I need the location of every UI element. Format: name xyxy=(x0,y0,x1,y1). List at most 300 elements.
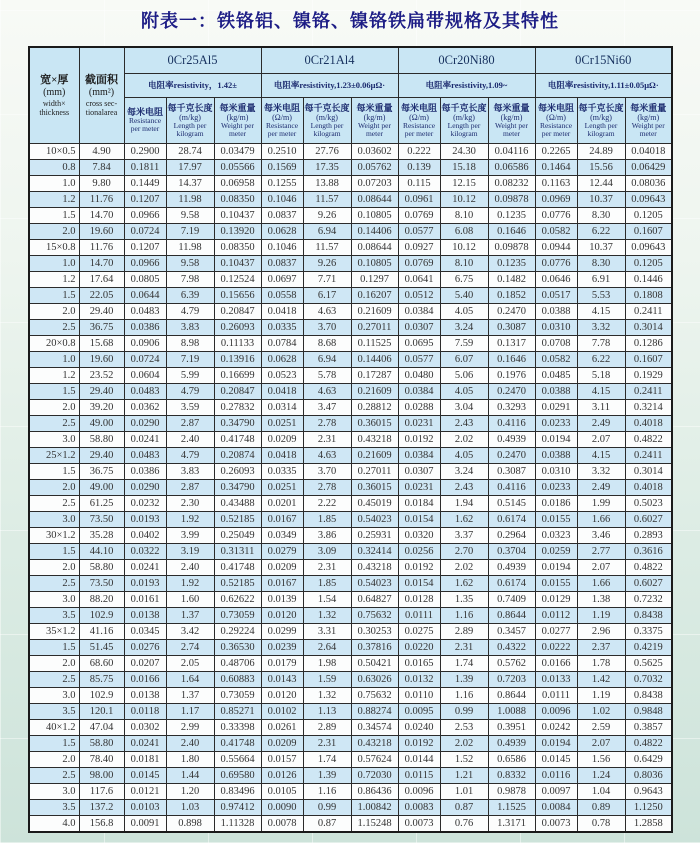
value-cell: 0.06586 xyxy=(488,159,535,175)
value-cell: 0.0277 xyxy=(535,623,577,639)
table-row xyxy=(29,207,672,223)
value-cell: 8.30 xyxy=(577,207,625,223)
table-row xyxy=(29,527,672,543)
area-cell: 61.25 xyxy=(79,495,124,511)
size-cell: 1.5 xyxy=(29,383,79,399)
value-cell: 0.0322 xyxy=(124,543,166,559)
value-cell: 2.64 xyxy=(303,639,351,655)
value-cell: 3.70 xyxy=(303,319,351,335)
value-cell: 0.0256 xyxy=(398,543,440,559)
area-header-unit: (mm²) xyxy=(88,86,115,98)
value-cell: 10.37 xyxy=(577,239,625,255)
value-cell: 1.3171 xyxy=(488,815,535,832)
value-cell: 3.19 xyxy=(166,543,214,559)
value-cell: 9.26 xyxy=(303,207,351,223)
value-cell: 1.39 xyxy=(440,671,488,687)
area-cell: 51.45 xyxy=(79,639,124,655)
value-cell: 0.1235 xyxy=(488,207,535,223)
value-cell: 0.0261 xyxy=(261,719,303,735)
value-cell: 2.31 xyxy=(440,639,488,655)
size-cell: 2.0 xyxy=(29,559,79,575)
value-cell: 0.2470 xyxy=(488,447,535,463)
size-cell: 1.5 xyxy=(29,287,79,303)
value-cell: 8.10 xyxy=(440,207,488,223)
value-cell: 0.0291 xyxy=(535,399,577,415)
area-cell: 29.40 xyxy=(79,383,124,399)
area-cell: 156.8 xyxy=(79,815,124,832)
value-cell: 0.63026 xyxy=(351,671,398,687)
value-cell: 0.0121 xyxy=(124,783,166,799)
value-cell: 0.54023 xyxy=(351,575,398,591)
value-cell: 0.69580 xyxy=(214,767,261,783)
value-cell: 0.0096 xyxy=(398,783,440,799)
value-cell: 0.1607 xyxy=(625,223,672,239)
size-cell: 2.0 xyxy=(29,399,79,415)
value-cell: 0.3457 xyxy=(488,623,535,639)
size-cell: 2.5 xyxy=(29,575,79,591)
value-cell: 0.0145 xyxy=(535,751,577,767)
value-cell: 2.40 xyxy=(166,431,214,447)
value-cell: 3.59 xyxy=(166,399,214,415)
value-cell: 0.0302 xyxy=(124,719,166,735)
value-cell: 3.83 xyxy=(166,319,214,335)
size-cell: 2.0 xyxy=(29,223,79,239)
value-cell: 3.42 xyxy=(166,623,214,639)
value-cell: 0.4219 xyxy=(625,639,672,655)
value-cell: 0.0628 xyxy=(261,223,303,239)
value-cell: 2.02 xyxy=(440,559,488,575)
value-cell: 0.2893 xyxy=(625,527,672,543)
value-cell: 0.0384 xyxy=(398,383,440,399)
value-cell: 0.0112 xyxy=(535,607,577,623)
value-cell: 0.26093 xyxy=(214,463,261,479)
value-cell: 0.0120 xyxy=(261,687,303,703)
value-cell: 0.0512 xyxy=(398,287,440,303)
value-cell: 0.0186 xyxy=(535,495,577,511)
value-cell: 0.0288 xyxy=(398,399,440,415)
value-cell: 0.0402 xyxy=(124,527,166,543)
value-cell: 7.71 xyxy=(303,271,351,287)
value-cell: 0.0708 xyxy=(535,335,577,351)
value-cell: 0.14406 xyxy=(351,351,398,367)
value-cell: 0.0209 xyxy=(261,559,303,575)
value-cell: 0.0110 xyxy=(398,687,440,703)
area-cell: 17.64 xyxy=(79,271,124,287)
area-cell: 11.76 xyxy=(79,239,124,255)
value-cell: 6.94 xyxy=(303,223,351,239)
area-cell: 68.60 xyxy=(79,655,124,671)
area-cell: 36.75 xyxy=(79,319,124,335)
value-cell: 1.11328 xyxy=(214,815,261,832)
table-row xyxy=(29,239,672,255)
value-cell: 0.4822 xyxy=(625,735,672,751)
value-cell: 0.0290 xyxy=(124,415,166,431)
value-cell: 0.0144 xyxy=(398,751,440,767)
value-cell: 0.0239 xyxy=(261,639,303,655)
value-cell: 2.37 xyxy=(577,639,625,655)
value-cell: 0.0161 xyxy=(124,591,166,607)
resistivity-label: 电阻率resistivity,1.23±0.06μΩ· xyxy=(261,73,398,97)
value-cell: 15.18 xyxy=(440,159,488,175)
value-cell: 0.3293 xyxy=(488,399,535,415)
value-cell: 0.1976 xyxy=(488,367,535,383)
area-cell: 49.00 xyxy=(79,415,124,431)
value-cell: 0.0241 xyxy=(124,559,166,575)
value-cell: 0.88274 xyxy=(351,703,398,719)
value-cell: 0.08350 xyxy=(214,239,261,255)
value-cell: 0.898 xyxy=(166,815,214,832)
value-cell: 0.1205 xyxy=(625,255,672,271)
value-cell: 0.1317 xyxy=(488,335,535,351)
area-cell: 73.50 xyxy=(79,575,124,591)
size-cell: 2.5 xyxy=(29,671,79,687)
size-cell: 4.0 xyxy=(29,815,79,832)
value-cell: 3.32 xyxy=(577,463,625,479)
value-cell: 9.58 xyxy=(166,207,214,223)
value-cell: 0.4116 xyxy=(488,415,535,431)
value-cell: 4.15 xyxy=(577,447,625,463)
value-cell: 0.1446 xyxy=(625,271,672,287)
value-cell: 0.0966 xyxy=(124,207,166,223)
value-cell: 24.30 xyxy=(440,143,488,159)
value-cell: 0.0310 xyxy=(535,463,577,479)
value-cell: 0.0167 xyxy=(261,511,303,527)
value-cell: 0.97412 xyxy=(214,799,261,815)
sub-column-header: 每千克长度 (m/kg) Length per kilogram xyxy=(166,97,214,143)
table-row xyxy=(29,639,672,655)
area-cell: 41.16 xyxy=(79,623,124,639)
value-cell: 0.13916 xyxy=(214,351,261,367)
value-cell: 0.0091 xyxy=(124,815,166,832)
value-cell: 1.37 xyxy=(166,607,214,623)
value-cell: 3.04 xyxy=(440,399,488,415)
value-cell: 0.14406 xyxy=(351,223,398,239)
area-cell: 15.68 xyxy=(79,335,124,351)
value-cell: 0.1646 xyxy=(488,223,535,239)
value-cell: 0.52185 xyxy=(214,511,261,527)
value-cell: 0.0251 xyxy=(261,415,303,431)
value-cell: 0.0349 xyxy=(261,527,303,543)
value-cell: 0.0194 xyxy=(535,559,577,575)
value-cell: 0.2470 xyxy=(488,383,535,399)
value-cell: 0.32414 xyxy=(351,543,398,559)
value-cell: 0.34790 xyxy=(214,479,261,495)
value-cell: 0.57624 xyxy=(351,751,398,767)
area-header-cn: 截面积 xyxy=(85,73,118,86)
value-cell: 0.0192 xyxy=(398,559,440,575)
value-cell: 0.0167 xyxy=(261,575,303,591)
value-cell: 0.34574 xyxy=(351,719,398,735)
value-cell: 0.0299 xyxy=(261,623,303,639)
value-cell: 0.07203 xyxy=(351,175,398,191)
table-row xyxy=(29,703,672,719)
value-cell: 4.15 xyxy=(577,383,625,399)
value-cell: 3.24 xyxy=(440,319,488,335)
value-cell: 1.85 xyxy=(303,575,351,591)
table-row xyxy=(29,463,672,479)
value-cell: 0.78 xyxy=(577,815,625,832)
size-cell: 1.0 xyxy=(29,175,79,191)
area-cell: 7.84 xyxy=(79,159,124,175)
table-row xyxy=(29,335,672,351)
value-cell: 0.0784 xyxy=(261,335,303,351)
value-cell: 1.0088 xyxy=(488,703,535,719)
value-cell: 0.0628 xyxy=(261,351,303,367)
value-cell: 0.2510 xyxy=(261,143,303,159)
value-cell: 0.0129 xyxy=(535,591,577,607)
area-cell: 85.75 xyxy=(79,671,124,687)
value-cell: 0.0480 xyxy=(398,367,440,383)
value-cell: 1.62 xyxy=(440,575,488,591)
value-cell: 0.0388 xyxy=(535,303,577,319)
size-cell: 1.0 xyxy=(29,255,79,271)
value-cell: 2.40 xyxy=(166,559,214,575)
sub-column-header: 每千克长度 (m/kg) Length per kilogram xyxy=(577,97,625,143)
value-cell: 0.52185 xyxy=(214,575,261,591)
sub-column-header: 每米重量 (kg/m) Weight per meter xyxy=(625,97,672,143)
table-row xyxy=(29,751,672,767)
value-cell: 0.0276 xyxy=(124,639,166,655)
value-cell: 1.92 xyxy=(166,511,214,527)
size-cell: 3.0 xyxy=(29,591,79,607)
table-header xyxy=(29,47,672,143)
value-cell: 0.0251 xyxy=(261,479,303,495)
value-cell: 0.0577 xyxy=(398,351,440,367)
value-cell: 0.5762 xyxy=(488,655,535,671)
value-cell: 0.0906 xyxy=(124,335,166,351)
size-cell: 1.5 xyxy=(29,463,79,479)
value-cell: 0.0241 xyxy=(124,431,166,447)
value-cell: 9.26 xyxy=(303,255,351,271)
value-cell: 0.0769 xyxy=(398,255,440,271)
value-cell: 1.92 xyxy=(166,575,214,591)
table-row xyxy=(29,383,672,399)
size-cell: 0.8 xyxy=(29,159,79,175)
value-cell: 0.0097 xyxy=(535,783,577,799)
value-cell: 0.26093 xyxy=(214,319,261,335)
value-cell: 1.39 xyxy=(303,767,351,783)
value-cell: 3.99 xyxy=(166,527,214,543)
value-cell: 0.1808 xyxy=(625,287,672,303)
value-cell: 0.0805 xyxy=(124,271,166,287)
value-cell: 0.7409 xyxy=(488,591,535,607)
value-cell: 0.2411 xyxy=(625,447,672,463)
value-cell: 0.75632 xyxy=(351,687,398,703)
value-cell: 0.16207 xyxy=(351,287,398,303)
size-header-unit: (mm) xyxy=(43,86,66,98)
value-cell: 0.3616 xyxy=(625,543,672,559)
value-cell: 1.98 xyxy=(303,655,351,671)
value-cell: 0.30253 xyxy=(351,623,398,639)
area-cell: 29.40 xyxy=(79,447,124,463)
table-row xyxy=(29,223,672,239)
area-cell: 58.80 xyxy=(79,735,124,751)
sub-header-row xyxy=(29,97,672,143)
value-cell: 0.0275 xyxy=(398,623,440,639)
value-cell: 1.19 xyxy=(577,607,625,623)
value-cell: 0.41748 xyxy=(214,431,261,447)
value-cell: 0.0837 xyxy=(261,207,303,223)
value-cell: 0.06958 xyxy=(214,175,261,191)
sub-column-header: 每千克长度 (m/kg) Length per kilogram xyxy=(303,97,351,143)
area-cell: 22.05 xyxy=(79,287,124,303)
value-cell: 0.222 xyxy=(398,143,440,159)
size-cell: 20×0.8 xyxy=(29,335,79,351)
value-cell: 0.0418 xyxy=(261,303,303,319)
value-cell: 9.58 xyxy=(166,255,214,271)
size-cell: 1.5 xyxy=(29,543,79,559)
value-cell: 5.99 xyxy=(166,367,214,383)
value-cell: 0.6429 xyxy=(625,751,672,767)
value-cell: 4.05 xyxy=(440,447,488,463)
value-cell: 0.0485 xyxy=(535,367,577,383)
value-cell: 0.0386 xyxy=(124,463,166,479)
value-cell: 2.07 xyxy=(577,735,625,751)
value-cell: 3.47 xyxy=(303,399,351,415)
value-cell: 0.3951 xyxy=(488,719,535,735)
value-cell: 1.85 xyxy=(303,511,351,527)
value-cell: 0.6174 xyxy=(488,511,535,527)
value-cell: 0.0384 xyxy=(398,447,440,463)
value-cell: 1.37 xyxy=(166,687,214,703)
value-cell: 0.0323 xyxy=(535,527,577,543)
value-cell: 5.18 xyxy=(577,367,625,383)
size-cell: 25×1.2 xyxy=(29,447,79,463)
value-cell: 0.1482 xyxy=(488,271,535,287)
value-cell: 1.19 xyxy=(577,687,625,703)
value-cell: 0.1046 xyxy=(261,191,303,207)
value-cell: 2.77 xyxy=(577,543,625,559)
value-cell: 0.0116 xyxy=(535,767,577,783)
value-cell: 0.09878 xyxy=(488,191,535,207)
table-row xyxy=(29,447,672,463)
value-cell: 2.31 xyxy=(303,735,351,751)
value-cell: 0.21609 xyxy=(351,447,398,463)
table-row xyxy=(29,623,672,639)
value-cell: 10.12 xyxy=(440,191,488,207)
value-cell: 0.0577 xyxy=(398,223,440,239)
value-cell: 0.0145 xyxy=(124,767,166,783)
value-cell: 0.08644 xyxy=(351,239,398,255)
value-cell: 0.54023 xyxy=(351,511,398,527)
alloy-group-name: 0Cr15Ni60 xyxy=(535,47,672,73)
value-cell: 0.41748 xyxy=(214,735,261,751)
area-cell: 44.10 xyxy=(79,543,124,559)
value-cell: 0.05566 xyxy=(214,159,261,175)
table-row xyxy=(29,671,672,687)
value-cell: 1.15248 xyxy=(351,815,398,832)
table-row xyxy=(29,783,672,799)
size-cell: 30×1.2 xyxy=(29,527,79,543)
table-row xyxy=(29,559,672,575)
value-cell: 0.11525 xyxy=(351,335,398,351)
value-cell: 0.29224 xyxy=(214,623,261,639)
value-cell: 8.10 xyxy=(440,255,488,271)
value-cell: 0.0969 xyxy=(535,191,577,207)
value-cell: 5.06 xyxy=(440,367,488,383)
value-cell: 3.37 xyxy=(440,527,488,543)
table-row xyxy=(29,367,672,383)
value-cell: 0.20874 xyxy=(214,447,261,463)
value-cell: 0.1205 xyxy=(625,207,672,223)
value-cell: 0.4322 xyxy=(488,639,535,655)
value-cell: 1.16 xyxy=(303,783,351,799)
value-cell: 1.03 xyxy=(166,799,214,815)
value-cell: 0.8438 xyxy=(625,687,672,703)
value-cell: 0.0222 xyxy=(535,639,577,655)
value-cell: 0.48706 xyxy=(214,655,261,671)
value-cell: 11.98 xyxy=(166,191,214,207)
value-cell: 0.0310 xyxy=(535,319,577,335)
value-cell: 0.0944 xyxy=(535,239,577,255)
value-cell: 0.2411 xyxy=(625,383,672,399)
value-cell: 0.0320 xyxy=(398,527,440,543)
value-cell: 0.0695 xyxy=(398,335,440,351)
value-cell: 24.89 xyxy=(577,143,625,159)
value-cell: 0.0078 xyxy=(261,815,303,832)
value-cell: 0.0837 xyxy=(261,255,303,271)
value-cell: 2.74 xyxy=(166,639,214,655)
value-cell: 0.0105 xyxy=(261,783,303,799)
value-cell: 0.09878 xyxy=(488,239,535,255)
value-cell: 4.15 xyxy=(577,303,625,319)
value-cell: 0.09643 xyxy=(625,239,672,255)
value-cell: 0.0103 xyxy=(124,799,166,815)
value-cell: 0.0090 xyxy=(261,799,303,815)
value-cell: 0.0166 xyxy=(535,655,577,671)
alloy-group-name: 0Cr20Ni80 xyxy=(398,47,535,73)
value-cell: 0.0582 xyxy=(535,351,577,367)
value-cell: 0.45019 xyxy=(351,495,398,511)
value-cell: 0.09643 xyxy=(625,191,672,207)
area-cell: 29.40 xyxy=(79,303,124,319)
value-cell: 0.73059 xyxy=(214,687,261,703)
value-cell: 0.1235 xyxy=(488,255,535,271)
table-row xyxy=(29,575,672,591)
table-row xyxy=(29,159,672,175)
value-cell: 2.53 xyxy=(440,719,488,735)
value-cell: 1.21 xyxy=(440,767,488,783)
table-row xyxy=(29,175,672,191)
value-cell: 0.34790 xyxy=(214,415,261,431)
value-cell: 0.0345 xyxy=(124,623,166,639)
value-cell: 0.0133 xyxy=(535,671,577,687)
value-cell: 2.22 xyxy=(303,495,351,511)
value-cell: 4.63 xyxy=(303,447,351,463)
area-cell: 4.90 xyxy=(79,143,124,159)
value-cell: 0.139 xyxy=(398,159,440,175)
value-cell: 2.49 xyxy=(577,479,625,495)
value-cell: 6.39 xyxy=(166,287,214,303)
area-cell: 49.00 xyxy=(79,479,124,495)
value-cell: 0.0128 xyxy=(398,591,440,607)
resistivity-label: 电阻率resistivity,1.11±0.05μΩ· xyxy=(535,73,672,97)
size-header-cn: 宽×厚 xyxy=(40,73,69,86)
value-cell: 0.20847 xyxy=(214,383,261,399)
value-cell: 0.1811 xyxy=(124,159,166,175)
value-cell: 0.8644 xyxy=(488,687,535,703)
value-cell: 1.32 xyxy=(303,607,351,623)
value-cell: 0.0927 xyxy=(398,239,440,255)
value-cell: 7.59 xyxy=(440,335,488,351)
value-cell: 0.03602 xyxy=(351,143,398,159)
value-cell: 7.19 xyxy=(166,223,214,239)
table-row xyxy=(29,495,672,511)
value-cell: 0.43218 xyxy=(351,735,398,751)
size-cell: 1.2 xyxy=(29,191,79,207)
value-cell: 0.99 xyxy=(440,703,488,719)
value-cell: 0.7232 xyxy=(625,591,672,607)
